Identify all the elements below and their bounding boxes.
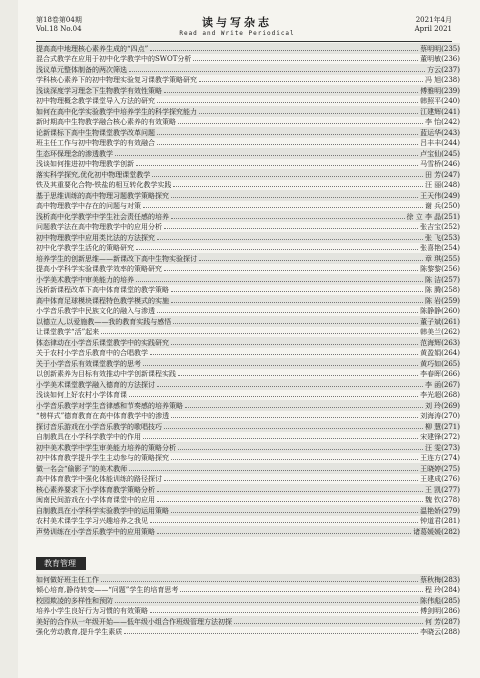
entry-author-page: 韩照平(240) [420,97,460,105]
dot-leader [152,176,423,177]
issue-en: Vol.18 No.04 [36,25,82,33]
entry-title: 新时期高中生物教学融合核心素养的有效策略 [36,118,176,126]
journal-header [22,8,452,42]
entry-title: 让课堂教学“活”起来 [36,328,100,336]
entry-title: 自制教具在小学科学实验教学中的运用策略 [36,506,169,515]
dot-leader [150,354,418,355]
entry-author-page: 卢宝仙(245) [420,149,460,158]
toc-entry [36,442,460,453]
entry-author-page: 韩美兰(262) [420,328,460,336]
entry-title: 小学音乐教学对学生音律感和节奏感的培养策略 [36,401,183,410]
dot-leader [129,470,418,471]
toc-entry [36,274,460,285]
toc-entry [36,400,460,411]
entry-author-page: 陈静静(260) [420,307,460,315]
entry-title: 初中物理概念教学课堂导入方法的研究 [36,97,155,105]
entry-title: 学科核心素养下的初中物理实验复习课教学策略研究 [36,76,197,84]
entry-title: 初中物理教学中应用类比法的方法探究 [36,233,155,242]
entry-title: 初中美术教学中学生审美能力培养的策略分析 [36,443,176,452]
dot-leader [101,581,418,582]
entry-author-page: 方云(237) [427,65,460,74]
toc-entry [36,474,460,485]
dot-leader [150,50,418,51]
toc-entry [36,148,460,159]
entry-author-page: 黄盈娟(264) [420,349,460,357]
entry-author-page: 李 怡(242) [424,118,460,126]
journal-subtitle: Read and Write Periodical [179,30,295,37]
toc-entry [36,222,460,233]
entry-author-page: 傅雅明(239) [420,86,460,95]
entry-title: 做一名会“偷影子”的美术教师 [36,464,128,473]
dot-leader [157,312,418,313]
entry-author-page: 章 琪(255) [424,254,460,263]
entry-author-page: 吕丰丰(244) [420,139,460,147]
dot-leader [136,249,418,250]
entry-title: 培养学生的创新思维——新课改下高中生物实验探讨 [36,254,197,263]
toc-entry [36,43,460,54]
dot-leader [171,291,423,292]
entry-title: 浅谈深度学习理念下生物教学有效性策略 [36,86,162,95]
dot-leader [180,591,423,592]
entry-title: 探讨音乐游戏在小学音乐教学的歌唱技巧 [36,422,162,431]
toc-entry [36,516,460,527]
toc-entry [36,505,460,516]
entry-author-page: 王建成(276) [420,475,460,483]
entry-author-page: 江建辉(241) [420,107,460,116]
dot-leader [199,113,418,114]
entry-title: 培养小学生良好行为习惯的有效策略 [36,607,148,615]
education-management-section [36,557,460,637]
dot-leader [115,602,418,603]
toc-entry [36,390,460,401]
toc-entry [36,316,460,327]
entry-author-page: 黄巧如(265) [420,359,460,368]
dot-leader [124,633,418,634]
entry-author-page: 王 凯(277) [424,485,460,494]
entry-title: 小学美术教学中审美能力的培养 [36,275,134,284]
toc-entry [36,358,460,369]
toc-entry [36,169,460,180]
page-binding-edge [0,0,18,678]
toc-entry [36,96,460,107]
dot-leader [171,302,423,303]
toc-entry [36,411,460,422]
entry-author-page: 董子斌(261) [420,317,460,326]
entry-title: 浅谈如何上好农村小学体育课 [36,391,127,399]
entry-author-page: 张喜艳(254) [420,244,460,252]
entry-author-page: 蓝运华(243) [420,128,460,137]
entry-title: 落实科学探究,优化初中物理课堂教学 [36,170,151,179]
dot-leader [199,260,423,261]
entry-author-page: 蔡秋梅(283) [420,575,460,584]
header-divider [36,41,452,42]
entry-author-page: 冯 旭(238) [424,76,460,84]
dot-leader [164,228,418,229]
dot-leader [157,501,423,502]
toc-entry [36,463,460,474]
toc-entry [36,159,460,170]
date-cn: 2021年4月 [415,16,452,24]
dot-leader [157,386,423,387]
table-of-contents [36,43,460,537]
entry-author-page: 陈黎黎(256) [420,265,460,273]
toc-entry [36,484,460,495]
entry-author-page: 蔡明明(235) [420,44,460,53]
toc-entry [36,337,460,348]
toc-entry [36,243,460,254]
dot-leader [157,533,411,534]
entry-title: 校园欺凌的多样性和预防 [36,596,113,605]
dot-leader [171,459,418,460]
entry-title: 强化劳动教育,提升学生素质 [36,628,123,636]
entry-author-page: 温艳娇(279) [420,506,460,515]
entry-title: 体态律动在小学音乐课堂教学中的实践研究 [36,338,169,347]
entry-title: 论新课标下高中生物课堂教学改革问题 [36,128,155,137]
dot-leader [199,81,423,82]
dot-leader [173,323,418,324]
dot-leader [150,522,418,523]
dot-leader [178,123,423,124]
toc-entry [36,138,460,149]
entry-author-page: 傅剑明(286) [420,607,460,615]
entry-author-page: 王连方(274) [420,454,460,462]
toc-entry [36,526,460,537]
date-en: April 2021 [414,25,452,33]
toc-entry [36,627,460,638]
entry-title: 问题教学法在高中物理教学中的应用分析 [36,223,162,231]
toc-entry [36,232,460,243]
toc-entry [36,421,460,432]
entry-author-page: 何 芳(287) [424,617,460,626]
dot-leader [115,155,418,156]
issue-cn: 第18卷第04期 [36,16,82,24]
entry-title: 提高高中地理核心素养生成的“四点” [36,44,149,53]
entry-author-page: 陈 洁(257) [424,275,460,284]
entry-author-page: 程 玲(284) [424,586,460,594]
dot-leader [164,428,423,429]
entry-title: 基于思维训练的高中物理习题教学策略探究 [36,191,169,200]
dot-leader [157,134,418,135]
entry-author-page: 诸葛媛媛(282) [413,527,460,536]
toc-entry [36,211,460,222]
entry-author-page: 范海辉(263) [420,338,460,347]
dot-leader [143,207,423,208]
entry-author-page: 王晓婷(275) [420,464,460,473]
toc-entry [36,64,460,75]
toc-entry [36,253,460,264]
toc-entry [36,306,460,317]
entry-author-page: 谢 兵(250) [424,202,460,210]
dot-leader [136,281,423,282]
dot-leader [157,102,418,103]
entry-title: 高中体育足球模块课程特色教学模式的实施 [36,296,169,305]
entry-title: 混合式教学在应用于初中化学教学中的SWOT分析 [36,55,192,63]
entry-title: 小学音乐教学中民族文化的融入与渗透 [36,307,155,315]
dot-leader [178,375,418,376]
entry-title: 高中体育教学中强化体能训练的路径探讨 [36,475,162,483]
dot-leader [171,197,418,198]
dot-leader [143,438,418,439]
issue-date [415,16,452,34]
entry-title: 自制教具在小学科学教学中的作用 [36,433,141,441]
entry-title: 生态环保理念的渗透教学 [36,149,113,158]
dot-leader [136,165,418,166]
entry-author-page: 魏 钦(278) [424,496,460,504]
entry-author-page: 宋建锋(272) [420,433,460,441]
entry-author-page: 刘 玲(269) [424,401,460,410]
toc-entry [36,616,460,627]
dot-leader [164,270,418,271]
section-heading: 教育管理 [36,557,86,570]
toc-entry [36,453,460,464]
dot-leader [164,92,418,93]
entry-author-page: 陈 岩(259) [424,296,460,305]
dot-leader [150,612,418,613]
toc-entry [36,348,460,359]
entry-author-page: 汪 丽(248) [424,181,460,189]
entry-author-page: 张吉宝(252) [420,223,460,231]
dot-leader [171,344,418,345]
entry-author-page: 张 飞(253) [424,233,460,242]
dot-leader [193,60,418,61]
entry-author-page: 刘海涛(270) [420,412,460,420]
entry-title: 美好的合作从一年级开始——低年级小组合作班级管理方法初探 [36,617,232,626]
entry-title: 高中物理教学中存在的问题与对策 [36,202,141,210]
entry-author-page: 李晓云(288) [420,628,460,636]
entry-title: 初中体育教学提升学生主动参与的策略探究 [36,454,169,462]
entry-author-page: 钟道君(281) [420,517,460,525]
dot-leader [143,365,418,366]
toc-entry [36,595,460,606]
entry-author-page: 田 芳(247) [424,170,460,179]
dot-leader [157,144,418,145]
toc-entry [36,85,460,96]
entry-author-page: 李 函(267) [424,380,460,389]
entry-title: “榜样式”德育教育在高中体育教学中的渗透 [36,412,170,420]
entry-title: 倾心培育,静待转变——“问题”学生的培育思考 [36,586,179,594]
toc-entry [36,606,460,617]
toc-entry [36,585,460,596]
toc-entry [36,75,460,86]
dot-leader [164,480,418,481]
entry-author-page: 徐 立 李 晶(251) [406,212,460,221]
education-management-list [36,574,460,637]
entry-title: 以德立人,以爱施教——我的教育实践与感悟 [36,317,172,326]
entry-author-page: 王天伟(249) [420,191,460,200]
entry-title: 如何做好班主任工作 [36,575,99,584]
entry-title: 铁及其重要化合物-铁盐的相互转化教学实践 [36,181,172,189]
entry-title: 浅析新课程改革下高中体育课堂的教学策略 [36,286,169,294]
toc-entry [36,264,460,275]
entry-title: 关于农村小学音乐教育中的合唱教学 [36,349,148,357]
toc-entry [36,369,460,380]
entry-author-page: 陈 腾(258) [424,286,460,294]
toc-entry [36,190,460,201]
entry-author-page: 柳 慧(271) [424,422,460,431]
entry-title: 声势训练在小学音乐教学中的应用策略 [36,527,155,536]
toc-entry [36,201,460,212]
dot-leader [101,333,418,334]
dot-leader [173,186,423,187]
entry-title: 闽南民间游戏在小学体育课堂中的应用 [36,496,155,504]
toc-entry [36,432,460,443]
toc-entry [36,379,460,390]
toc-entry [36,106,460,117]
entry-title: 关于小学音乐有效课堂教学的思考 [36,359,141,368]
dot-leader [129,396,418,397]
entry-title: 浅谈如何推进初中物理教学创新 [36,160,134,168]
entry-title: 农村美术课学生学习兴趣培养之我见 [36,517,148,525]
toc-entry [36,127,460,138]
dot-leader [129,71,425,72]
entry-author-page: 汪 雯(273) [424,443,460,452]
dot-leader [171,417,418,418]
entry-title: 浅议单元整体制备的两次筛选 [36,65,127,74]
toc-entry [36,574,460,585]
toc-entry [36,327,460,338]
dot-leader [157,239,423,240]
dot-leader [171,512,418,513]
toc-entry [36,117,460,128]
toc-entry [36,495,460,506]
dot-leader [171,218,405,219]
dot-leader [234,623,423,624]
entry-title: 初中化学教学生活化的策略研究 [36,244,134,252]
dot-leader [178,449,423,450]
toc-entry [36,180,460,191]
toc-entry [36,54,460,65]
toc-entry [36,285,460,296]
journal-title-block [22,14,452,37]
entry-title: 提高小学科学实验课教学效率的策略研究 [36,265,162,273]
entry-title: 以创新素养为目标有效推动中学创新课程实践 [36,370,176,378]
dot-leader [157,491,423,492]
entry-title: 小学美术课堂教学融入德育的方法探讨 [36,380,155,389]
entry-author-page: 李春晖(266) [420,370,460,378]
entry-title: 核心素养要求下小学体育教学策略分析 [36,485,155,494]
entry-author-page: 李光超(268) [420,391,460,399]
entry-author-page: 陈伟彪(285) [420,596,460,605]
dot-leader [185,407,423,408]
entry-title: 浅析高中化学教学中学生社会责任感的培养 [36,212,169,221]
journal-title: 读与写杂志 [202,16,272,29]
entry-title: 班主任工作与初中物理教学的有效融合 [36,139,155,147]
entry-author-page: 董明敏(236) [420,55,460,63]
toc-entry [36,295,460,306]
entry-title: 如何在高中化学实验教学中培养学生的科学探究能力 [36,107,197,116]
entry-author-page: 马雪桥(246) [420,160,460,168]
